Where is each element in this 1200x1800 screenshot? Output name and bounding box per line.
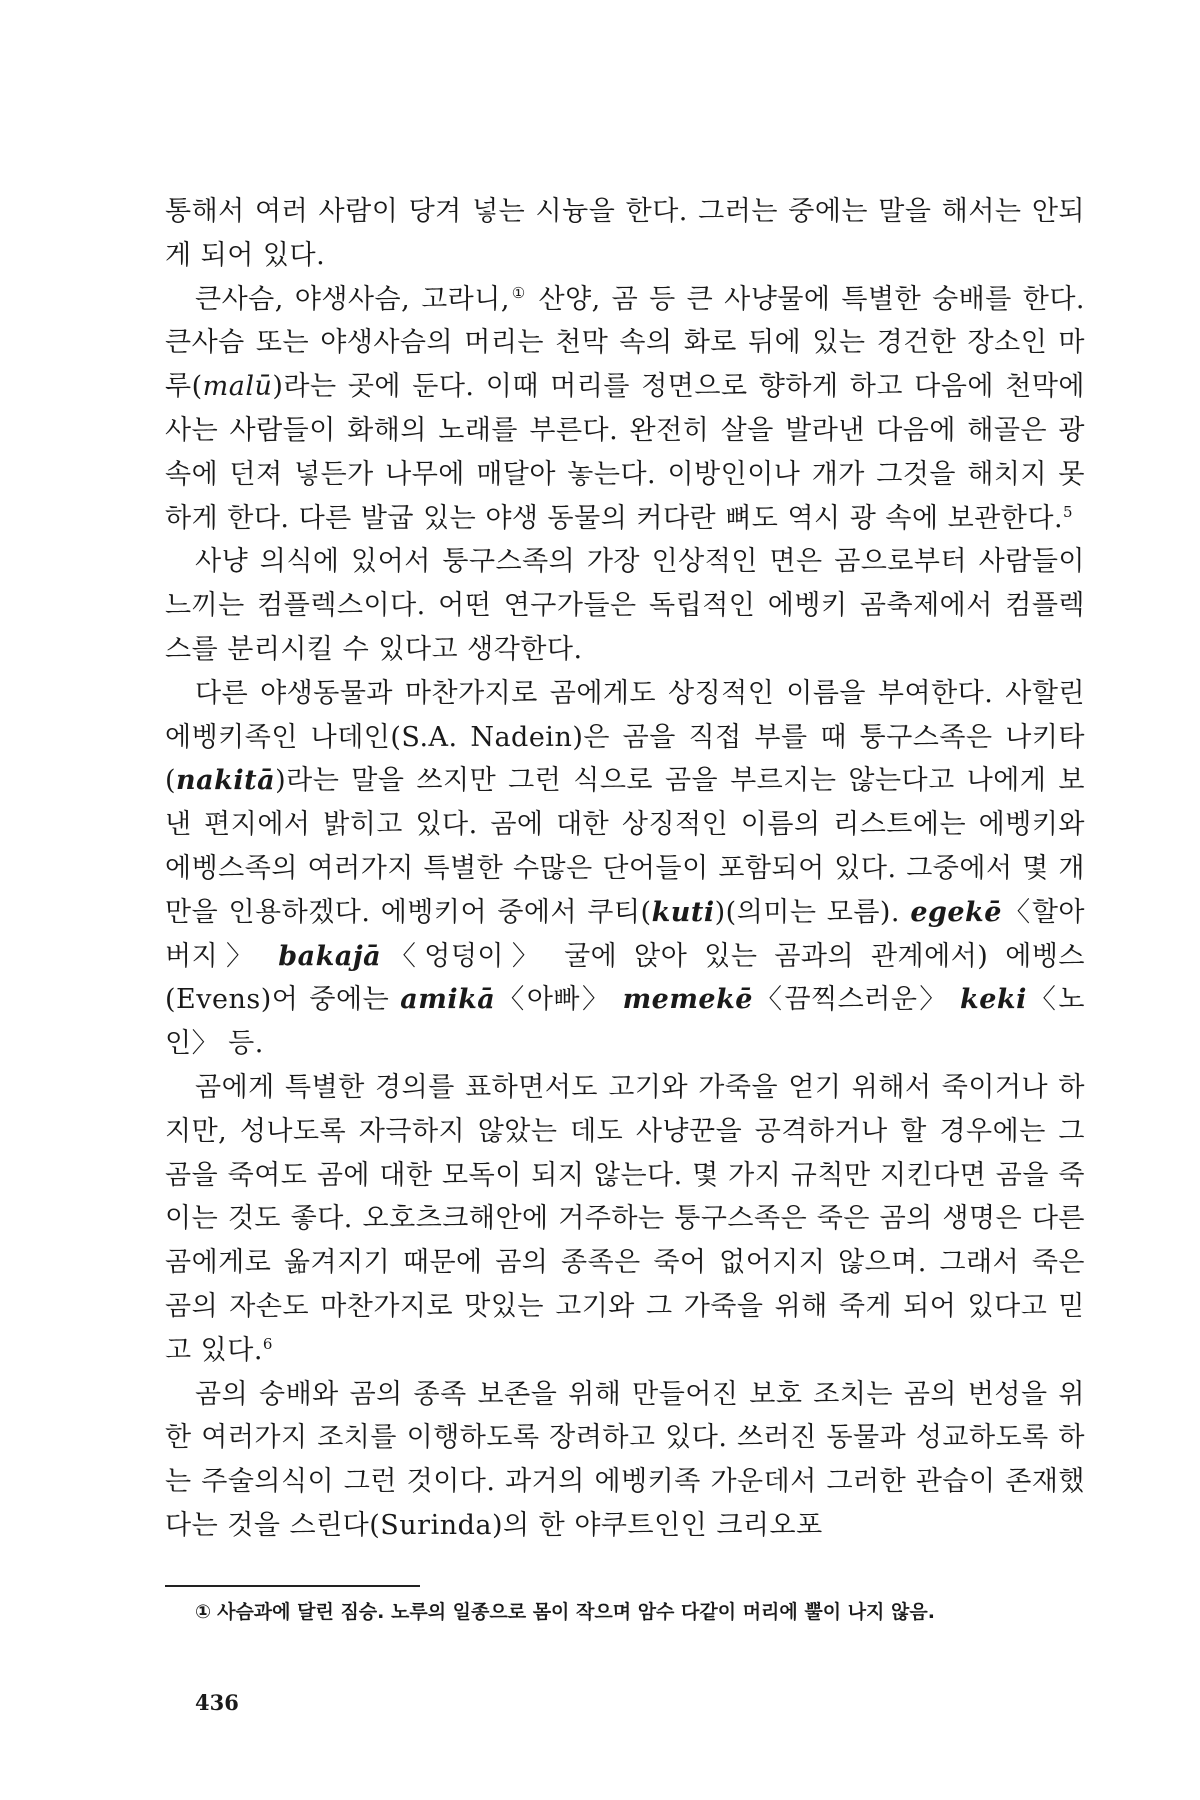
footnote-divider [165,1585,420,1587]
text-segment: 산양, 곰 등 큰 사냥물에 특별한 숭배를 한다. 큰사슴 또는 야생사슴의 머리는 천막 속의 화로 뒤에 있는 경건한 장소인 마루( [165,283,1086,403]
text-segment: kuti [651,896,715,928]
footnote-marker: ① [195,1601,212,1623]
paragraph [165,278,1085,541]
page-number: 436 [195,1690,239,1715]
footnote [195,1598,1095,1626]
note-reference: ① [509,283,528,302]
text-segment: egekē [910,896,1002,928]
footnote-text: 사슴과에 달린 짐승. 노루의 일종으로 몸이 작으며 암수 다같이 머리에 뿔이 나지 않음. [217,1601,935,1623]
text-segment: amikā [400,984,496,1016]
text-segment: 큰사슴, 야생사슴, 고라니, [195,283,510,315]
text-segment: 사냥 의식에 있어서 퉁구스족의 가장 인상적인 면은 곰으로부터 사람들이 느끼는 컴플렉스이다. 어떤 연구가들은 독립적인 에벵키 곰축제에서 컴플렉스를 분리시킬 수 있다고 생각한다. [165,546,1085,665]
text-segment: bakajā [278,940,382,972]
text-segment: 〈끔찍스러운〉 [752,984,961,1016]
text-segment: 곰의 숭배와 곰의 종족 보존을 위해 만들어진 보호 조치는 곰의 번성을 위한 여러가지 조치를 이행하도록 장려하고 있다. 쓰러진 동물과 성교하도록 하는 주술의식이 그런 것이다. 과거의 에벵키족 가운데서 그러한 관습이 존재했다는 것을 스린다(Surinda)의 한 야쿠트인인 크리오포 [165,1378,1085,1541]
paragraph [165,1066,1085,1373]
text-segment: memekē [622,984,753,1016]
text-segment: )라는 곳에 둔다. 이때 머리를 정면으로 향하게 하고 다음에 천막에 사는 사람들이 화해의 노래를 부른다. 완전히 살을 발라낸 다음에 해골은 광 속에 던져 넣든가 나무에 매달아 놓는다. 이방인이나 개가 그것을 해치지 못하게 한다. 다른 발굽 있는 야생 동물의 커다란 뼈도 역시 광 속에 보관한다. [165,371,1085,534]
text-segment: keki [960,984,1027,1016]
note-reference: 5 [1063,502,1074,521]
body-text [165,190,1085,1548]
text-segment: )(의미는 모름). [714,896,911,928]
paragraph [165,190,1085,278]
text-segment: nakitā [176,765,276,797]
paragraph [165,540,1085,671]
text-segment: 〈할아버지〉 [165,896,1085,972]
text-segment: 〈엉덩이〉 굴에 앉아 있는 곰과의 관계에서) 에벵스(Evens)어 중에는 [165,940,1085,1016]
paragraph [165,672,1085,1066]
text-segment: 통해서 여러 사람이 당겨 넣는 시늉을 한다. 그러는 중에는 말을 해서는 안되게 되어 있다. [165,196,1085,271]
text-segment: malū [202,371,273,403]
text-segment: 〈아빠〉 [495,984,623,1016]
text-segment: 〈노인〉 등. [165,984,1085,1060]
text-segment: 곰에게 특별한 경의를 표하면서도 고기와 가죽을 얻기 위해서 죽이거나 하지만, 성나도록 자극하지 않았는 데도 사냥꾼을 공격하거나 할 경우에는 그 곰을 죽여도 곰에 대한 모독이 되지 않는다. 몇 가지 규칙만 지킨다면 곰을 죽이는 것도 좋다. 오호츠크해안에 거주하는 퉁구스족은 죽은 곰의 생명은 다른 곰에게로 옮겨지기 때문에 곰의 종족은 죽어 없어지지 않으며. 그래서 죽은 곰의 자손도 마찬가지로 맛있는 고기와 그 가죽을 위해 죽게 되어 있다고 믿고 있다. [165,1071,1085,1366]
text-segment: )라는 말을 쓰지만 그런 식으로 곰을 부르지는 않는다고 나에게 보낸 편지에서 밝히고 있다. 곰에 대한 상징적인 이름의 리스트에는 에벵키와 에벵스족의 여러가지 특별한 수많은 단어들이 포함되어 있다. 그중에서 몇 개만을 인용하겠다. 에벵키어 중에서 쿠티( [165,765,1085,928]
note-reference: 6 [262,1334,273,1353]
paragraph [165,1373,1085,1548]
text-segment: 다른 야생동물과 마찬가지로 곰에게도 상징적인 이름을 부여한다. 사할린 에벵키족인 나데인(S.A. Nadein)은 곰을 직접 부를 때 퉁구스족은 나키타( [165,677,1085,797]
